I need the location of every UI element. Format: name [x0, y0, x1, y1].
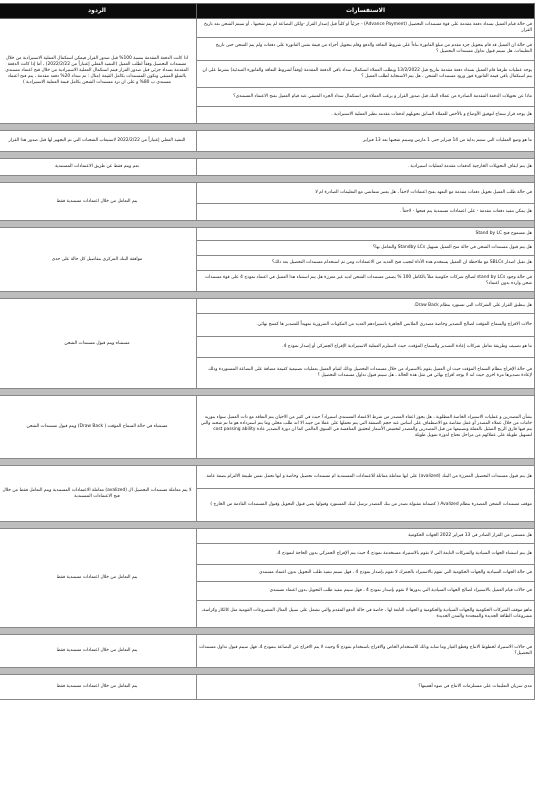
question-row	[0, 675, 535, 700]
question-cell: هل يوجد قرار سماح لتوفيق الأوضاع و بالأخص للعملاء السابق تحويلهم لدفعات مقدمه نظير العملية الاستيرادية .	[197, 107, 535, 124]
question-row	[0, 19, 535, 38]
question-cell: هل يتم ايقاف التحويلات الخارجية كدفعات مقدمة لعمليات استيرادية .	[197, 159, 535, 176]
answer-cell: يتم التعامل من خلال اعتمادات مستندية فقط	[0, 529, 197, 628]
question-cell: هل يتم قبول مستندات التحصيل المعززة من البنك (avalized) على انها معاملة مماثلة للاعتمادات المستندية ام مستندات تحصيل وخاصة و انها تحمل نفس طبيعة الالتزام بصفة عامة	[197, 466, 535, 489]
answer-cell: نعم ويتم فقط عن طريق الاعتمادات المستندية	[0, 159, 197, 176]
question-row	[0, 396, 535, 459]
question-cell: هل يمكن تنفيذ دفعات مقدمة - على اعتمادات مستندية يتم فتحها - لاحقاً .	[197, 204, 535, 221]
answers-column-header: الردود	[0, 4, 197, 19]
separator-cell	[0, 389, 535, 396]
question-row	[0, 529, 535, 544]
separator-cell	[0, 628, 535, 635]
separator-cell	[0, 152, 535, 159]
separator-cell	[0, 459, 535, 466]
question-row	[0, 159, 535, 176]
question-row	[0, 183, 535, 204]
question-cell: ماذا عن تحويلات الدفعة المقدمة الصادرة من عملاء البنك قبل صدور القرار و يرغب العملاء في استكمال سداد الجزء المتبقي عند قيام العميل بفتح الاعتماد المستندي؟	[197, 88, 535, 107]
questions-column-header: الاستفسارات	[197, 4, 535, 19]
table-header-row	[0, 4, 535, 19]
answer-cell: يتم التعامل من خلال اعتمادات مستندية فقط	[0, 183, 197, 221]
separator-cell	[0, 292, 535, 299]
section-separator	[0, 459, 535, 466]
section-separator	[0, 152, 535, 159]
question-cell: في حالة ان العميل قد قام بتحويل جزء مقدم من مبلغ الفاتورة بناءاً على شروط التعاقد والدفع وقام بتحويل أجزاء من قيمة نفس الفاتورة على دفعات ولم يتم الشحن حتى تاريخ التعليمات، هل سيتم قبول تداول مستندات التحصيل ؟	[197, 38, 535, 61]
faq-table	[0, 3, 535, 700]
question-cell: في حالات قيام العميل بالاستيراد لصالح الجهات السيادية التي بدورها لا تقوم بإصدار نموذج 4 ، فهل سيتم تنفيذ طلب التحويل بدون اعتماد مستندي	[197, 582, 535, 601]
question-row	[0, 131, 535, 152]
section-separator	[0, 292, 535, 299]
answer-cell: مستثناه ويتم قبول مستندات الشحن	[0, 299, 197, 389]
question-cell: ما هو تصنيف وطريقة تعامل شركات إعادة التصدير والسماح المؤقت، حيث لاستلزم العملية الاستيرادية الإفراج الجمركي أو إصدار نموذج 4.	[197, 337, 535, 358]
question-cell: في حالة الجهات السيادية والجهات الحكومية التي تقوم بالاستيراد بالجمرك لا تقوم بإصدار نموذج 4 ، فهل سيتم تنفيذ طلب التحويل بدون اعتماد مستندي	[197, 565, 535, 582]
question-row	[0, 299, 535, 314]
answer-cell: التنفيذ الفعلي إعتباراً من 2022/2/22 لاستيعاب الشحنات التي تم التجهيز لها قبل صدور هذا القرار	[0, 131, 197, 152]
question-cell: هل مستثنى من القرار الصادر في 13 فبراير 2022 الجهات الحكومية	[197, 529, 535, 544]
separator-cell	[0, 176, 535, 183]
question-cell: في حالة الإفراج بنظام السماح المؤقت حيث ان العميل يقوم بالاستيراد من خلال مستندات التحصيل وذلك لقيام العميل بعمليات تصنيعية كقيمة مضافة على البضاعة المستوردة وذلك لإعادة تصديرها مرة اخري حيث انه لا يوجد افراج نهائي في مثل هذه الحالة ، هل سيتم قبول تداول مستندات التحصيل ؟	[197, 358, 535, 389]
question-cell: ماهو موقف الشركات الحكومية والجهات السيادية والحكومية و الجهات التابعة لها ، خاصة في حالة الدفع المقدم والتي تشمل على سبيل المثال المشروعات القومية مثل كالكار وكراسة، مشروعات الطاقة الجديدة والمتجددة والمدن الجديدة	[197, 601, 535, 628]
separator-cell	[0, 221, 535, 228]
question-cell: في حالة قيام العميل بسداد دفعة مقدمة على قوة مستندات التحصيل (Advance Payment) - جزئياً او كلياً قبل إصدار القرار -ولكن البضاعة لم يتم شحنها ، أو سيتم الشحن بعد تاريخ القرار	[197, 19, 535, 38]
question-cell: يوجد عمليات طرفنا قام العميل بسداد دفعة مقدمة بتاريخ قبل 13/2/2022 ويطلب العملاء استكمال سداد باقي الدفعة المقدمة (وفقاً لشروط التعاقد والفاتورة المبدئية) بشرط على ان يتم استكمال باقي قيمة الفاتورة فور ورود مستندات الشحن ، هل يتم الاستجابة لطلب العميل ؟	[197, 61, 535, 88]
question-cell: بشأن المصدرين و عمليات الاستيراد الخاصة المطلوبة ، هل يجوز اعفاء المصدر من شرط الاعتماد المستندي استيراد؟ حيث في كثير من الاحيان يتم التعاقد مع ذات العميل سواء بتوريد خامات من خلال عملاء المصدر أو عمل مقاصة مع الاصطفاف على أساس عند حجم الصفقة التي يتم تحملها على عملا من جيبه الا انه طلب محلي وما يتم استرداده هو ما تم شحنه والتي يتم فيها فارق الربح الضئيل بالعملة وتصنيعها من قبل المصدرين والمصدر لتخفيض الأسعار لتحقيق المنافسة في السوق العالمي كما ان دورة التصدير عادة cost passing ability لتسهيل طويلة على عملائهم من مراحل تحتاج لدورة تمويل طويلة	[197, 396, 535, 459]
question-cell: موقف مستندات الشحن المصدرة بنظام Avalized ( كضمانة مقبولة تصدر من بنك المصدر ترسل لبنك المستورد وقبولها يعني قبول التحويل وقبول المستندات القادمة من الخارج )	[197, 489, 535, 522]
question-cell: هل مسموح فتح Stand by LC	[197, 228, 535, 241]
section-separator	[0, 668, 535, 675]
question-cell: هل يتم استثناء الجهات السيادية والشركات التابعة التي لا تقوم بالاستيراد مستخدمة نموذج 4 حيث يتم الإفراج الجمركي بدون الحاجة لنموذج 4.	[197, 544, 535, 565]
faq-body	[0, 19, 535, 700]
answer-cell: مستثناه في حالة السماح المؤقت ( Draw Back) ويتم قبول مستندات الشحن	[0, 396, 197, 459]
separator-cell	[0, 124, 535, 131]
section-separator	[0, 389, 535, 396]
section-separator	[0, 522, 535, 529]
separator-cell	[0, 522, 535, 529]
answer-cell: اذا كانت الدفعة المقدمة بنسبة 100% قبل صدور القرار فيمكن استكمال العملية الاستيرادية من خلال مستندات التحصيل وفقاً لطلب العميل (التنفيذ الفعلي إعتباراً من 2022/2/22) ، أما إذا كانت الدفعة المقدمة بسداد جزئي قبل صدور القرار فيتم استكمال العملية الاستيرادية من خلال فتح اعتماد مستندي بالمبلغ المتبقي وتكون المستندات بكامل القيمة (مثال : تم سداد 20% دفعه مقدمة ، يتم فتح اعتماد مستندي ب 80% و على ان ترد مستندات الشحن بكامل قيمة العملية الاستيرادية )	[0, 19, 197, 124]
question-row	[0, 635, 535, 668]
separator-cell	[0, 668, 535, 675]
question-cell: في حالة وجود stand by LCs لصالح شركات حكومية مثلاً بالكامل 100 % يضمن مستندات الشحن لديه غير معززة هل يتم استثناء هذا العميل في اعتماد نموذج 4 على قوة مستندات شحن وارده بدون اعتماد؟	[197, 271, 535, 292]
question-cell: حالات الافراج والسماح المؤقت لصالح التصدير وخاصة مصدري الملابس الجاهزة باستيرادهم العديد من المكونات الضرورية تمهيداً للتصدير ها كمنتج نهائي.	[197, 314, 535, 337]
section-separator	[0, 628, 535, 635]
question-cell: هل ينطبق القرار على الشركات التي تستورد بنظام Draw Back.	[197, 299, 535, 314]
question-row	[0, 466, 535, 489]
document-page	[4, 3, 535, 700]
question-cell: في حالات الاستيراد لخطوط الانتاج وقطع الغيار وما شابه وذلك للاستخدام الخاص والافراج باستخدام نموذج 6 وحيث لا يتم الافراج عن البضاعة بنموذج 4، فهل سيتم قبول تداول مستندات التحصيل؟	[197, 635, 535, 668]
question-row	[0, 228, 535, 241]
answer-cell: لا يتم معاملة مستندات التحصيل ال (avalized) معاملة الاعتمادات المستندية ويتم التعامل فقط من خلال فتح الاعتمادات المستندية	[0, 466, 197, 522]
question-cell: هل تقبل اصدار SBLCs مع ملاحظة ان العميل يستخدم هذه الأداة لتجنب فتح العديد من الاعتمادات ومن ثم استخدام مستندات التحصيل بعد ذلك؟	[197, 256, 535, 271]
section-separator	[0, 176, 535, 183]
question-cell: مدي سريان التعليمات على مستلزمات الانتاج في ضوء أهميتها؟	[197, 675, 535, 700]
answer-cell: موافقة البنك المركزي بتفاصيل كل حالة على حدى	[0, 228, 197, 292]
answer-cell: يتم التعامل من خلال اعتمادات مستندية فقط	[0, 675, 197, 700]
answer-cell: يتم التعامل من خلال اعتمادات مستندية فقط	[0, 635, 197, 668]
question-cell: هل يتم قبول مستندات الشحن في حالة منح العميل تسهيل Standby LCs والتعامل بها؟	[197, 241, 535, 256]
section-separator	[0, 124, 535, 131]
question-cell: ما هو وضع العمليات التي ستتم بداية من 14 فبراير حتى 1 مارس وسيتم شحنها بعد 13 فبراير	[197, 131, 535, 152]
question-cell: في حالة طلب العميل تحويل دفعات مقدمة مع التعهد بفتح اعتمادات لاحقاً ، هل يعتبر متماشي مع التعليمات الصادرة ام لا	[197, 183, 535, 204]
section-separator	[0, 221, 535, 228]
